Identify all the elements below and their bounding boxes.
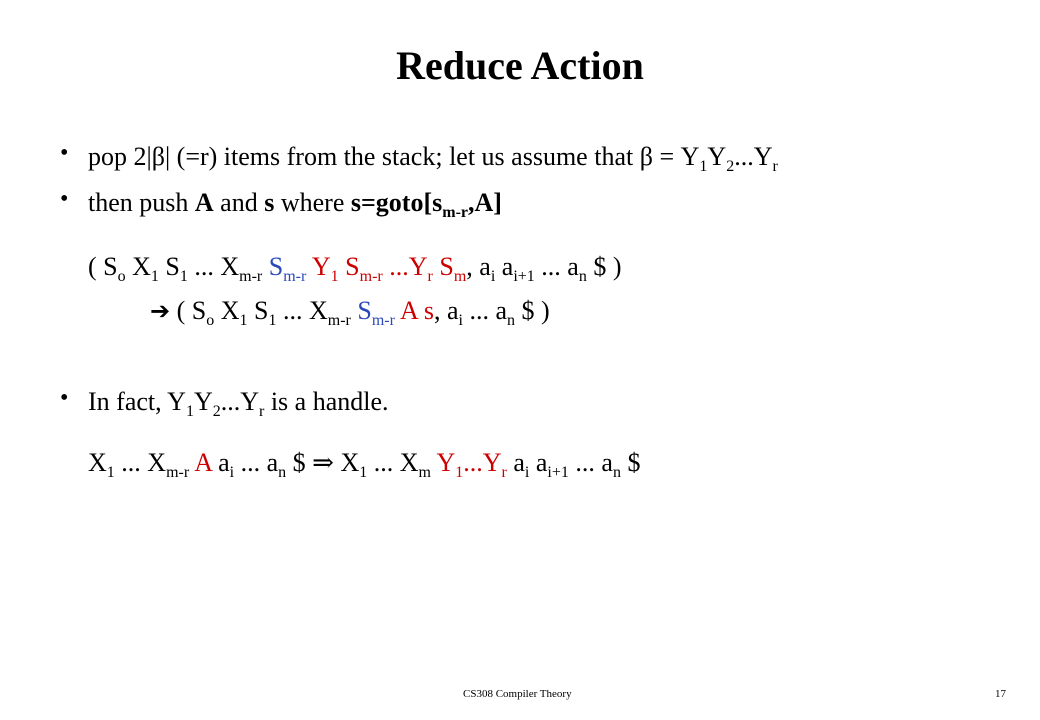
text-line-pop: pop 2|β| (=r) items from the stack; let us assume that $\beta = Y_1Y_2...Y_r$ [88,142,778,175]
footer-page-number: 17 [995,688,1006,700]
bullet-3: • [60,385,69,411]
bullet-2: • [60,186,69,212]
slide-title: Reduce Action [396,43,644,88]
text-line-push: then push A and s where $s=goto[s_{m-r},A]$ [88,188,502,221]
stack-config-after: ➔ ( $S_o$ $X_1$ $S_1$ ... $X_{m-r}$ $S_{m-r}$ A s, $a_i$ ... $a_n$ $ ) [150,296,550,329]
stack-config-before: ( $S_o$ $X_1$ $S_1$ ... $X_{m-r}$ $S_{m-r}$ $Y_1$ $S_{m-r}$ $...Y_r$ $S_m$, $a_i$ $a_{i+1}$ ... $a_n$ $ ) [88,252,622,285]
right-arrow-icon: ➔ [150,297,171,325]
bullet-1: • [60,140,69,166]
derives-icon: ⇒ [312,448,334,477]
derivation-line: $X_1$ ... $X_{m-r}$ A $a_i$ ... $a_n$ $ ⇒ $X_1$ ... $X_m$ $Y_1...Y_r$ $a_i$ $a_{i+1}$ ... $a_n$ $ [88,448,641,481]
text-line-handle: In fact, $Y_1Y_2...Y_r$ is a handle. [88,387,389,420]
footer-course: CS308 Compiler Theory [463,688,572,700]
